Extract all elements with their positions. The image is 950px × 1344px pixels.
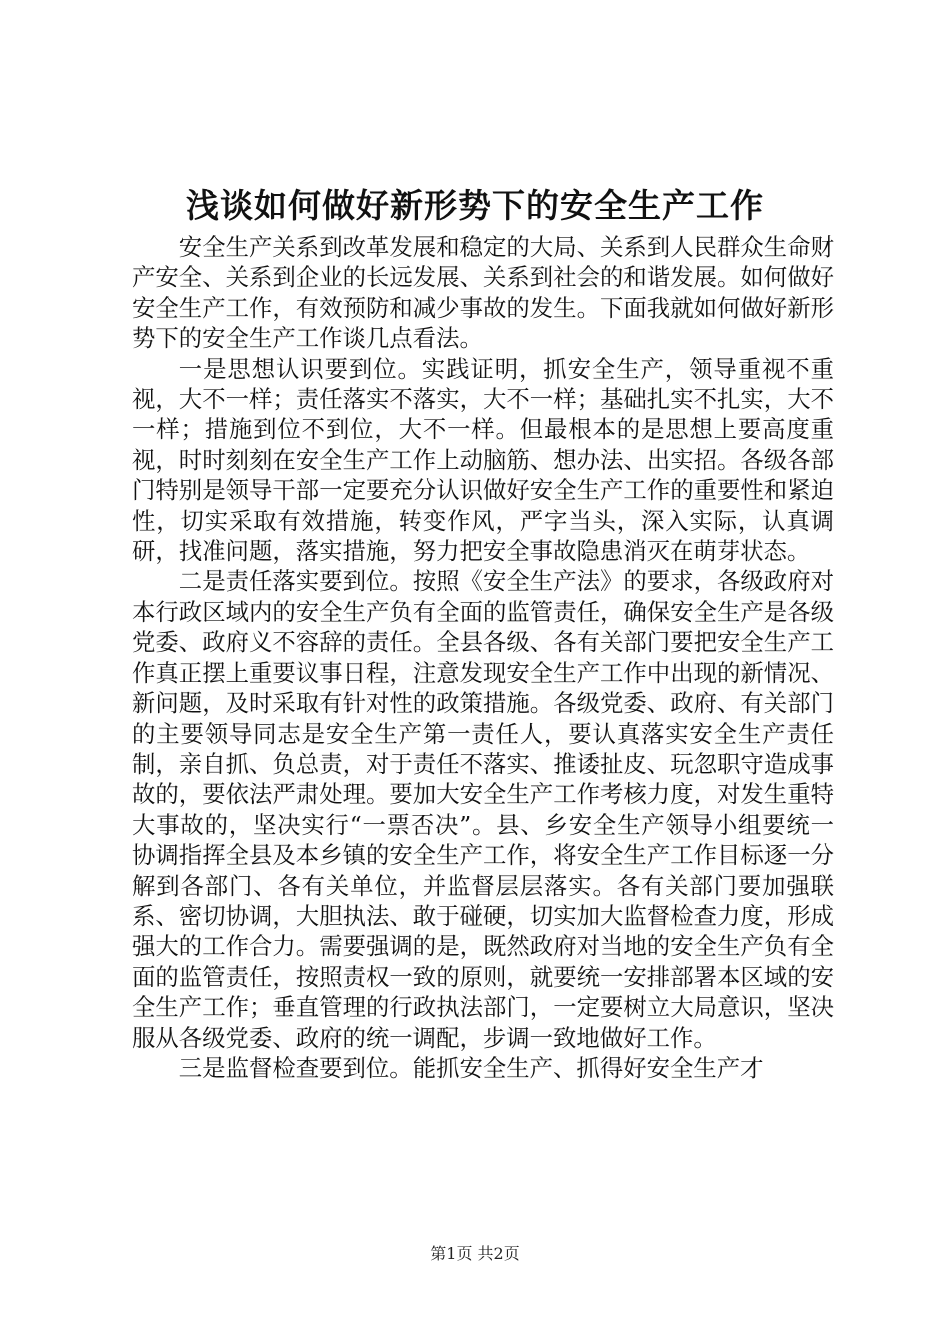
paragraph-intro: 安全生产关系到改革发展和稳定的大局、关系到人民群众生命财产安全、关系到企业的长远发展、关系到社会的和谐发展。如何做好安全生产工作，有效预防和减少事故的发生。下面我就如何做好新形势下的安全生产工作谈几点看法。 bbox=[132, 233, 834, 353]
paragraph-point-three: 三是监督检查要到位。能抓安全生产、抓得好安全生产才 bbox=[178, 1053, 764, 1082]
page-footer: 第1页 共2页 bbox=[430, 1244, 520, 1263]
document-body bbox=[132, 232, 834, 1083]
document-title: 浅谈如何做好新形势下的安全生产工作 bbox=[186, 186, 764, 225]
paragraph-point-one: 一是思想认识要到位。实践证明，抓安全生产，领导重视不重视，大不一样；责任落实不落实，大不一样；基础扎实不扎实，大不一样；措施到位不到位，大不一样。但最根本的是思想上要高度重视，时时刻刻在安全生产工作上动脑筋、想办法、出实招。各级各部门特别是领导干部一定要充分认识做好安全生产工作的重要性和紧迫性，切实采取有效措施，转变作风，严字当头，深入实际，认真调研，找准问题，落实措施，努力把安全事故隐患消灭在萌芽状态。 bbox=[132, 354, 834, 566]
paragraph-point-two: 二是责任落实要到位。按照《安全生产法》的要求，各级政府对本行政区域内的安全生产负有全面的监管责任，确保安全生产是各级党委、政府义不容辞的责任。全县各级、各有关部门要把安全生产工作真正摆上重要议事日程，注意发现安全生产工作中出现的新情况、新问题，及时采取有针对性的政策措施。各级党委、政府、有关部门的主要领导同志是安全生产第一责任人，要认真落实安全生产责任制，亲自抓、负总责，对于责任不落实、推诿扯皮、玩忽职守造成事故的，要依法严肃处理。要加大安全生产工作考核力度，对发生重特大事故的，坚决实行“一票否决”。县、乡安全生产领导小组要统一协调指挥全县及本乡镇的安全生产工作，将安全生产工作目标逐一分解到各部门、各有关单位，并监督层层落实。各有关部门要加强联系、密切协调，大胆执法、敢于碰硬，切实加大监督检查力度，形成强大的工作合力。需要强调的是，既然政府对当地的安全生产负有全面的监管责任，按照责权一致的原则，就要统一安排部署本区域的安全生产工作；垂直管理的行政执法部门，一定要树立大局意识，坚决服从各级党委、政府的统一调配，步调一致地做好工作。 bbox=[132, 567, 834, 1052]
